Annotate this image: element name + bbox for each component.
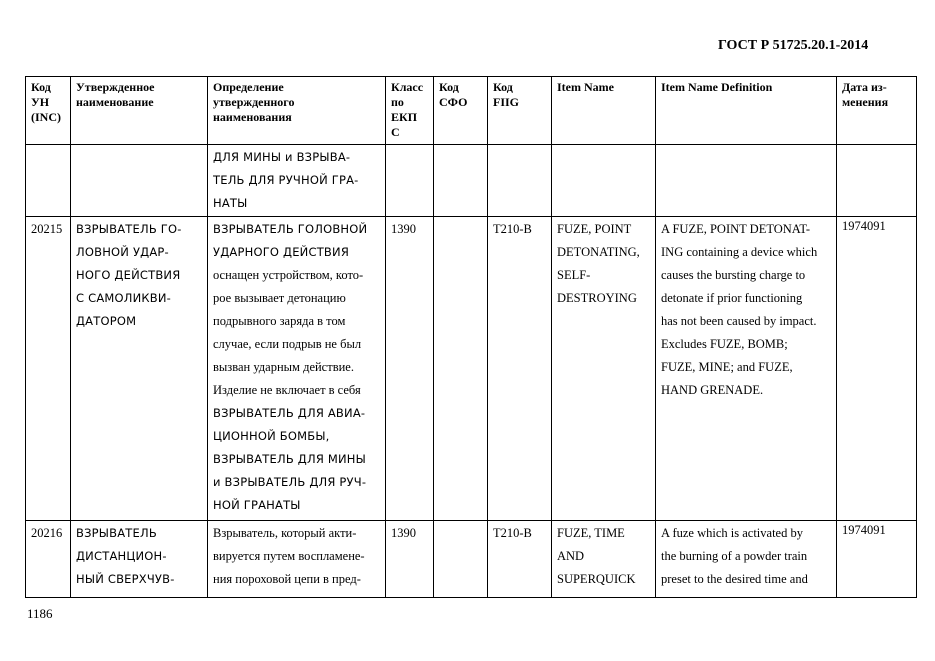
cell-approved-name: ВЗРЫВАТЕЛЬ ГО- ЛОВНОЙ УДАР- НОГО ДЕЙСТВИЯ С САМОЛИКВИ- ДАТОРОМ (71, 217, 208, 521)
cell-item-name (552, 145, 656, 217)
cell-fiig: T210-B (488, 521, 552, 598)
col-header-item-name: Item Name (552, 77, 656, 145)
cell-class: 1390 (386, 521, 434, 598)
cell-item-definition: A FUZE, POINT DETONAT- ING containing a device which causes the bursting charge to detonate if prior functioning has not been caused by impact. Excludes FUZE, BOMB; FUZE, MINE; and FUZE, HAND GRENADE. (656, 217, 837, 521)
cell-inc: 20216 (26, 521, 71, 598)
cell-class (386, 145, 434, 217)
cell-change-date: 1974091 (837, 521, 917, 598)
cell-change-date: 1974091 (837, 217, 917, 521)
cell-inc: 20215 (26, 217, 71, 521)
cell-definition: ДЛЯ МИНЫ и ВЗРЫВА- ТЕЛЬ ДЛЯ РУЧНОЙ ГРА- НАТЫ (208, 145, 386, 217)
cell-sfo (434, 217, 488, 521)
cell-sfo (434, 521, 488, 598)
cell-definition: ВЗРЫВАТЕЛЬ ГОЛОВНОЙ УДАРНОГО ДЕЙСТВИЯ оснащен устройством, кото- рое вызывает детонацию подрывного заряда в том случае, если подрыв не был вызван ударным действие. Изделие не включает в себя ВЗРЫВАТЕЛЬ ДЛЯ АВИА- ЦИОННОЙ БОМБЫ, ВЗРЫВАТЕЛЬ ДЛЯ МИНЫ и ВЗРЫВАТЕЛЬ ДЛЯ РУЧ- НОЙ ГРАНАТЫ (208, 217, 386, 521)
cell-class: 1390 (386, 217, 434, 521)
col-header-definition: Определение утвержденного наименования (208, 77, 386, 145)
cell-approved-name (71, 145, 208, 217)
specification-table (25, 76, 917, 598)
col-header-change-date: Дата из- менения (837, 77, 917, 145)
document-title: ГОСТ Р 51725.20.1-2014 (718, 38, 869, 53)
col-header-inc: Код УН (INC) (26, 77, 71, 145)
cell-item-name: FUZE, POINT DETONATING, SELF- DESTROYING (552, 217, 656, 521)
table-row (26, 217, 917, 521)
table-row (26, 521, 917, 598)
col-header-sfo: Код СФО (434, 77, 488, 145)
col-header-fiig: Код FIIG (488, 77, 552, 145)
cell-item-definition: A fuze which is activated by the burning of a powder train preset to the desired time and (656, 521, 837, 598)
cell-change-date (837, 145, 917, 217)
cell-definition: Взрыватель, который акти- вируется путем воспламене- ния пороховой цепи в пред- (208, 521, 386, 598)
table-row (26, 145, 917, 217)
col-header-item-definition: Item Name Definition (656, 77, 837, 145)
page-number: 1186 (27, 606, 53, 621)
cell-inc (26, 145, 71, 217)
table-header-row (26, 77, 917, 145)
cell-fiig (488, 145, 552, 217)
cell-item-definition (656, 145, 837, 217)
cell-sfo (434, 145, 488, 217)
cell-approved-name: ВЗРЫВАТЕЛЬ ДИСТАНЦИОН- НЫЙ СВЕРХЧУВ- (71, 521, 208, 598)
cell-fiig: T210-B (488, 217, 552, 521)
cell-item-name: FUZE, TIME AND SUPERQUICK (552, 521, 656, 598)
col-header-class: Класс по ЕКП С (386, 77, 434, 145)
col-header-approved-name: Утвержденное наименование (71, 77, 208, 145)
